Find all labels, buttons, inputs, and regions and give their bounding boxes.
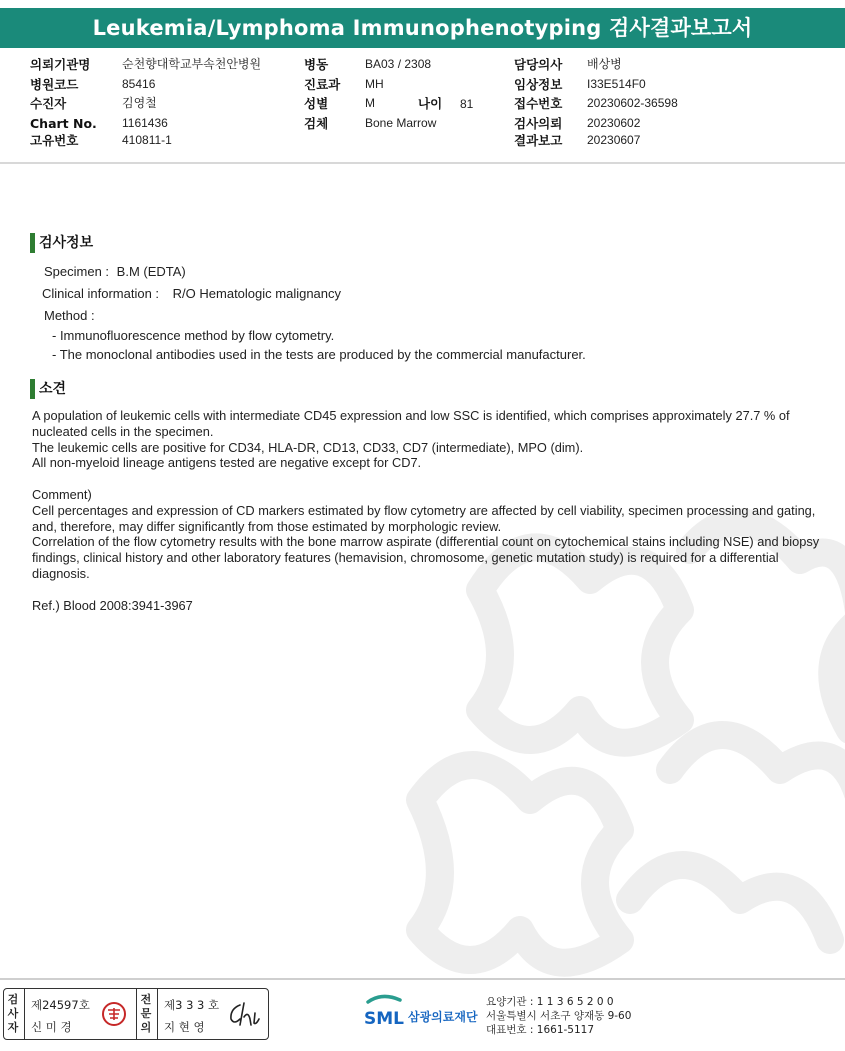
hospital-code-label: 병원코드 <box>30 76 79 92</box>
test-specimen-value: B.M (EDTA) <box>116 264 186 279</box>
request-date-label: 검사의뢰 <box>514 115 563 131</box>
comment-label: Comment) <box>32 487 92 502</box>
report-date-value: 20230607 <box>587 133 641 147</box>
unique-id-label: 고유번호 <box>30 133 79 148</box>
age-group <box>418 94 498 115</box>
sex-value: M <box>365 96 375 110</box>
footer-divider <box>0 978 845 980</box>
department-label: 진료과 <box>304 76 341 92</box>
age-label: 나이 <box>418 96 443 111</box>
test-info-heading: 검사정보 <box>30 233 93 253</box>
method-label: Method : <box>44 308 95 323</box>
sml-logo-text: SML <box>364 1009 404 1029</box>
specialist-license-no: 제3 3 3 호 <box>164 998 220 1012</box>
header-divider <box>0 162 845 164</box>
patient-info-col-3 <box>514 55 586 151</box>
examiner-seal-stamp <box>101 1001 127 1027</box>
patient-info-col-2 <box>304 55 364 133</box>
clinical-info-value: I33E514F0 <box>587 76 646 91</box>
sex-label: 성별 <box>304 96 329 111</box>
test-clinical-value: R/O Hematologic malignancy <box>172 286 342 301</box>
patient-info-col-3-values <box>587 55 747 151</box>
comment-paragraph <box>32 487 832 582</box>
unique-id-value: 410811-1 <box>122 133 172 147</box>
patient-info-col-1 <box>30 55 120 151</box>
finding-line: A population of leukemic cells with intermediate CD45 expression and low SSC is identified, which comprises approximately 27.7 % of nucleated cells in the specimen. <box>32 408 790 439</box>
finding-line: All non-myeloid lineage antigens tested are negative except for CD7. <box>32 455 422 471</box>
institution-value: 순천향대학교부속천안병원 <box>122 57 262 71</box>
specimen-value: Bone Marrow <box>365 115 437 130</box>
receipt-no-value: 20230602-36598 <box>587 96 678 110</box>
findings-paragraph <box>32 408 832 471</box>
examiner-license-no: 제24597호 <box>31 998 90 1012</box>
report-title: Leukemia/Lymphoma Immunophenotyping 검사결과보고서 <box>0 8 845 48</box>
organization-phone: 대표번호 : 1661-5117 <box>486 1024 595 1036</box>
patient-name-label: 수진자 <box>30 96 67 111</box>
specialist-signature <box>226 999 262 1029</box>
specialist-vertical-label: 전 문 의 <box>140 993 152 1034</box>
patient-name-value: 김영철 <box>122 96 157 110</box>
hospital-code-value: 85416 <box>122 76 156 91</box>
doctor-value: 배상병 <box>587 57 622 71</box>
age-value: 81 <box>459 97 474 111</box>
signature-box <box>3 988 269 1040</box>
method-item: - The monoclonal antibodies used in the tests are produced by the commercial manufacturer. <box>52 347 586 362</box>
institution-label: 의뢰기관명 <box>30 57 91 72</box>
organization-name: 삼광의료재단 <box>408 1010 478 1024</box>
specimen-line <box>44 264 186 279</box>
report-date-label: 결과보고 <box>514 133 563 148</box>
ward-label: 병동 <box>304 57 329 72</box>
examiner-name: 신 미 경 <box>31 1020 72 1034</box>
chart-no-label: Chart No. <box>30 115 97 131</box>
test-clinical-label: Clinical information : <box>42 286 160 301</box>
comment-line: Cell percentages and expression of CD markers estimated by flow cytometry are affected by cell viability, specimen processing and gating, and, therefore, may differ significantly from those estimated by morphologic review. <box>32 502 816 534</box>
doctor-label: 담당의사 <box>514 57 563 72</box>
receipt-no-label: 접수번호 <box>514 96 563 111</box>
care-code: 요양기관 : 1 1 3 6 5 2 0 0 <box>486 996 614 1008</box>
examiner-vertical-label: 검 사 자 <box>7 993 19 1034</box>
ward-value: BA03 / 2308 <box>365 57 432 71</box>
organization-address: 서울특별시 서초구 양재동 9-60 <box>486 1010 632 1022</box>
finding-line: The leukemic cells are positive for CD34, HLA-DR, CD13, CD33, CD7 (intermediate), MPO (dim). <box>32 439 584 455</box>
test-specimen-label: Specimen : <box>44 264 110 279</box>
specialist-name: 지 현 영 <box>164 1020 205 1034</box>
comment-line: Correlation of the flow cytometry results with the bone marrow aspirate (differential count on cytochemical stains including NSE) and biopsy findings, clinical history and other laboratory features (hemavision, chromosome, genetic mutation study) is required for a differential diagnosis. <box>32 534 820 581</box>
method-item: - Immunofluorescence method by flow cytometry. <box>52 328 335 343</box>
specimen-label: 검체 <box>304 115 329 131</box>
clinical-info-label: 임상정보 <box>514 76 563 92</box>
request-date-value: 20230602 <box>587 115 641 130</box>
sml-logo-mark <box>362 992 406 1030</box>
reference: Ref.) Blood 2008:3941-3967 <box>32 598 193 613</box>
department-value: MH <box>365 76 384 91</box>
chart-no-value: 1161436 <box>122 115 168 130</box>
patient-info-col-1-values <box>122 55 292 151</box>
clinical-line <box>42 286 341 301</box>
findings-heading: 소견 <box>30 379 66 399</box>
